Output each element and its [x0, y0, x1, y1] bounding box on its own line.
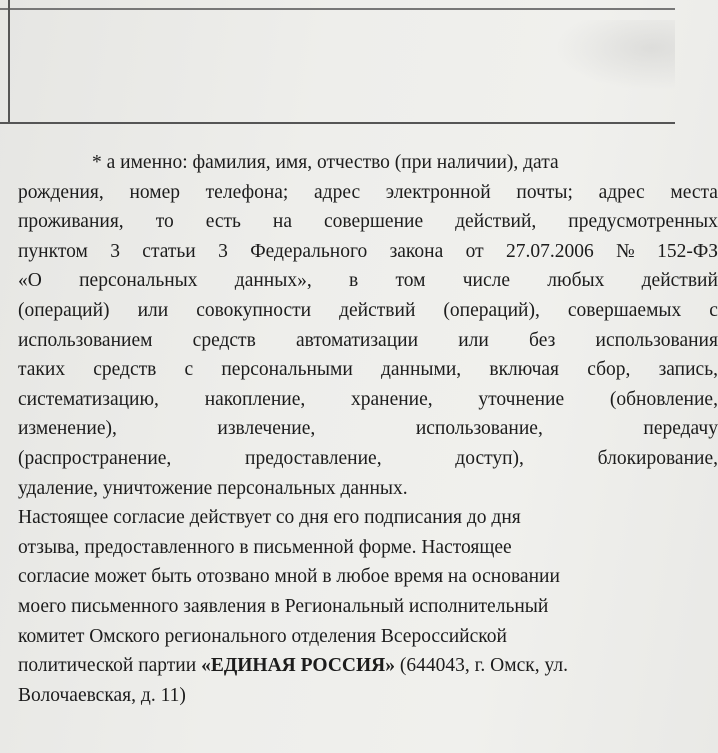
text-line: моего письменного заявления в Региональный исполнительный — [18, 595, 549, 617]
table-bottom-border — [0, 122, 675, 124]
word: пунктом — [18, 240, 88, 262]
word: Федерального — [250, 240, 368, 262]
word: проживания, — [18, 211, 124, 233]
word: (операций), — [443, 299, 540, 321]
word: данными, — [380, 359, 462, 381]
word: запись, — [658, 359, 718, 381]
word: средств — [93, 359, 157, 381]
word: автоматизации — [296, 329, 418, 351]
word: включая — [489, 359, 560, 381]
word: средств — [192, 329, 256, 351]
word: извлечение, — [217, 418, 316, 440]
word: с — [709, 299, 718, 321]
word: (распространение, — [18, 447, 172, 469]
bleed-through-smudge — [555, 20, 675, 90]
word: на — [272, 211, 293, 233]
text-line: Настоящее согласие действует со дня его подписания до дня — [18, 507, 521, 529]
word: или — [458, 329, 489, 351]
word: телефона; — [205, 181, 289, 203]
word: без — [529, 329, 556, 351]
word: предусмотренных — [568, 211, 718, 233]
word: накопление, — [204, 388, 306, 410]
word: рождения, — [18, 181, 104, 203]
word: 152-ФЗ — [657, 240, 718, 262]
word: блокирование, — [597, 447, 718, 469]
word: персональных — [79, 270, 198, 292]
text-line: отзыва, предоставленного в письменной форме. Настоящее — [18, 536, 512, 558]
word: предоставление, — [245, 447, 382, 469]
word: закона — [389, 240, 444, 262]
word: или — [137, 299, 169, 321]
word: (обновление, — [609, 388, 718, 410]
word: адрес — [314, 181, 361, 203]
word: таких — [18, 359, 66, 381]
word: (операций) — [18, 299, 110, 321]
word: есть — [205, 211, 241, 233]
table-left-border — [8, 0, 10, 124]
word: статьи — [142, 240, 196, 262]
word: совершение — [324, 211, 424, 233]
word: доступ), — [455, 447, 524, 469]
text-line: удаление, уничтожение персональных данных. — [18, 477, 408, 499]
text-line — [18, 326, 718, 356]
word: любых — [547, 270, 605, 292]
word: 3 — [218, 240, 228, 262]
text-line — [18, 296, 718, 326]
word: использования — [595, 329, 718, 351]
word: сбор, — [587, 359, 631, 381]
word: числе — [462, 270, 511, 292]
word: с — [184, 359, 194, 381]
party-name: «ЕДИНАЯ РОССИЯ» — [201, 655, 395, 677]
word: «О — [18, 270, 42, 292]
word: использованием — [18, 329, 153, 351]
text-line — [18, 237, 718, 267]
table-fragment — [0, 0, 675, 124]
text-line — [18, 651, 718, 681]
text-line: * а именно: фамилия, имя, отчество (при наличии), дата — [92, 152, 559, 173]
word: совершаемых — [567, 299, 682, 321]
consent-text — [18, 148, 718, 710]
word: систематизацию, — [18, 388, 159, 410]
word: персональными — [221, 359, 353, 381]
word: действий — [339, 299, 416, 321]
word: использование, — [415, 418, 543, 440]
word: действий, — [455, 211, 537, 233]
word: передачу — [643, 418, 718, 440]
text-line — [18, 355, 718, 385]
text-segment: (644043, г. Омск, ул. — [394, 655, 568, 677]
text-segment: политической партии — [18, 655, 202, 677]
word: почты; — [516, 181, 573, 203]
text-line — [18, 444, 718, 474]
word: действий — [641, 270, 718, 292]
word: совокупности — [196, 299, 312, 321]
word: № — [616, 240, 635, 262]
text-line — [18, 414, 718, 444]
text-line — [18, 385, 718, 415]
text-line — [18, 266, 718, 296]
word: изменение), — [18, 418, 117, 440]
text-line — [18, 178, 718, 208]
word: 3 — [110, 240, 120, 262]
word: в — [349, 270, 359, 292]
text-line: комитет Омского регионального отделения Всероссийской — [18, 625, 507, 647]
word: данных», — [234, 270, 312, 292]
word: 27.07.2006 — [506, 240, 594, 262]
word: номер — [129, 181, 180, 203]
word: том — [395, 270, 426, 292]
text-line: Волочаевская, д. 11) — [18, 684, 186, 706]
word: от — [465, 240, 484, 262]
text-line: согласие может быть отозвано мной в любое время на основании — [18, 566, 560, 588]
word: адрес — [598, 181, 645, 203]
word: хранение, — [351, 388, 433, 410]
word: места — [670, 181, 718, 203]
word: уточнение — [478, 388, 565, 410]
text-line — [18, 207, 718, 237]
word: то — [155, 211, 174, 233]
table-top-border — [0, 8, 675, 10]
word: электронной — [385, 181, 491, 203]
